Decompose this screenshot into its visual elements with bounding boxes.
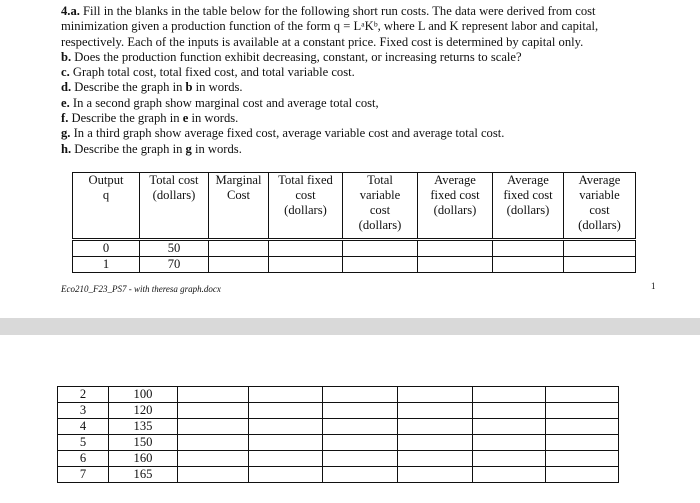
- blank-cell[interactable]: [209, 257, 269, 273]
- table-row: [73, 257, 636, 273]
- blank-cell[interactable]: [493, 257, 564, 273]
- blank-cell[interactable]: [398, 419, 473, 435]
- header-total-variable-cost: Total variable cost (dollars): [343, 173, 418, 240]
- blank-cell[interactable]: [269, 240, 343, 257]
- blank-cell[interactable]: [546, 451, 619, 467]
- header-total-fixed-cost: Total fixed cost (dollars): [269, 173, 343, 240]
- cost-table-page2: [57, 386, 619, 483]
- blank-cell[interactable]: [473, 451, 546, 467]
- cost-table-page1: [72, 172, 636, 273]
- instruction-line: b. Does the production function exhibit decreasing, constant, or increasing returns to scale?: [61, 49, 522, 64]
- instruction-line: d. Describe the graph in b in words.: [61, 80, 243, 95]
- cell-q: 7: [58, 467, 109, 483]
- blank-cell[interactable]: [249, 467, 323, 483]
- blank-cell[interactable]: [269, 257, 343, 273]
- blank-cell[interactable]: [209, 240, 269, 257]
- blank-cell[interactable]: [546, 435, 619, 451]
- blank-cell[interactable]: [178, 435, 249, 451]
- cell-q: 4: [58, 419, 109, 435]
- blank-cell[interactable]: [546, 467, 619, 483]
- blank-cell[interactable]: [546, 403, 619, 419]
- table-row: [58, 435, 619, 451]
- cell-total-cost: 120: [109, 403, 178, 419]
- blank-cell[interactable]: [178, 451, 249, 467]
- header-average-fixed-cost: Average fixed cost (dollars): [418, 173, 493, 240]
- blank-cell[interactable]: [249, 403, 323, 419]
- blank-cell[interactable]: [249, 419, 323, 435]
- table-row: [73, 240, 636, 257]
- header-output: Output q: [73, 173, 140, 240]
- blank-cell[interactable]: [473, 467, 546, 483]
- blank-cell[interactable]: [323, 403, 398, 419]
- blank-cell[interactable]: [398, 435, 473, 451]
- blank-cell[interactable]: [564, 240, 636, 257]
- cell-q: 6: [58, 451, 109, 467]
- question-instructions: [61, 4, 661, 157]
- blank-cell[interactable]: [418, 240, 493, 257]
- blank-cell[interactable]: [398, 451, 473, 467]
- blank-cell[interactable]: [178, 403, 249, 419]
- header-total-cost: Total cost (dollars): [140, 173, 209, 240]
- document-footer-filename: Eco210_F23_PS7 - with theresa graph.docx: [61, 284, 221, 294]
- blank-cell[interactable]: [323, 435, 398, 451]
- page-number: 1: [651, 281, 656, 291]
- blank-cell[interactable]: [398, 467, 473, 483]
- table-row: [58, 467, 619, 483]
- cell-q: 3: [58, 403, 109, 419]
- table-row: [58, 387, 619, 403]
- blank-cell[interactable]: [473, 403, 546, 419]
- table-header-row: [73, 173, 636, 240]
- cell-total-cost: 135: [109, 419, 178, 435]
- blank-cell[interactable]: [398, 387, 473, 403]
- blank-cell[interactable]: [323, 419, 398, 435]
- blank-cell[interactable]: [249, 435, 323, 451]
- cell-q: 1: [73, 257, 140, 273]
- instruction-line: f. Describe the graph in e in words.: [61, 111, 239, 126]
- cell-q: 0: [73, 240, 140, 257]
- blank-cell[interactable]: [418, 257, 493, 273]
- blank-cell[interactable]: [343, 240, 418, 257]
- header-average-variable-cost: Average variable cost (dollars): [564, 173, 636, 240]
- cell-total-cost: 70: [140, 257, 209, 273]
- blank-cell[interactable]: [564, 257, 636, 273]
- header-average-fixed-cost-2: Average fixed cost (dollars): [493, 173, 564, 240]
- instruction-line: g. In a third graph show average fixed cost, average variable cost and average total cost.: [61, 126, 505, 141]
- instruction-line: e. In a second graph show marginal cost and average total cost,: [61, 95, 379, 110]
- table-row: [58, 403, 619, 419]
- cell-total-cost: 160: [109, 451, 178, 467]
- blank-cell[interactable]: [546, 387, 619, 403]
- blank-cell[interactable]: [178, 467, 249, 483]
- blank-cell[interactable]: [249, 451, 323, 467]
- header-marginal-cost: Marginal Cost: [209, 173, 269, 240]
- blank-cell[interactable]: [398, 403, 473, 419]
- blank-cell[interactable]: [249, 387, 323, 403]
- blank-cell[interactable]: [323, 451, 398, 467]
- instruction-line: c. Graph total cost, total fixed cost, and total variable cost.: [61, 65, 355, 80]
- cell-total-cost: 165: [109, 467, 178, 483]
- blank-cell[interactable]: [493, 240, 564, 257]
- cell-total-cost: 150: [109, 435, 178, 451]
- instruction-line: 4.a. Fill in the blanks in the table below for the following short run costs. The data were derived from cost minimization given a production function of the form q = LᵃKᵇ, where L and K represent labor and capital, respectively. Each of the inputs is available at a constant price. Fixed cost is determined by capital only.: [61, 4, 599, 49]
- cell-total-cost: 50: [140, 240, 209, 257]
- blank-cell[interactable]: [473, 419, 546, 435]
- blank-cell[interactable]: [178, 419, 249, 435]
- blank-cell[interactable]: [473, 435, 546, 451]
- blank-cell[interactable]: [323, 467, 398, 483]
- cell-q: 2: [58, 387, 109, 403]
- blank-cell[interactable]: [343, 257, 418, 273]
- blank-cell[interactable]: [178, 387, 249, 403]
- table-row: [58, 419, 619, 435]
- cell-total-cost: 100: [109, 387, 178, 403]
- blank-cell[interactable]: [473, 387, 546, 403]
- instruction-line: h. Describe the graph in g in words.: [61, 141, 242, 156]
- blank-cell[interactable]: [546, 419, 619, 435]
- cell-q: 5: [58, 435, 109, 451]
- table-row: [58, 451, 619, 467]
- blank-cell[interactable]: [323, 387, 398, 403]
